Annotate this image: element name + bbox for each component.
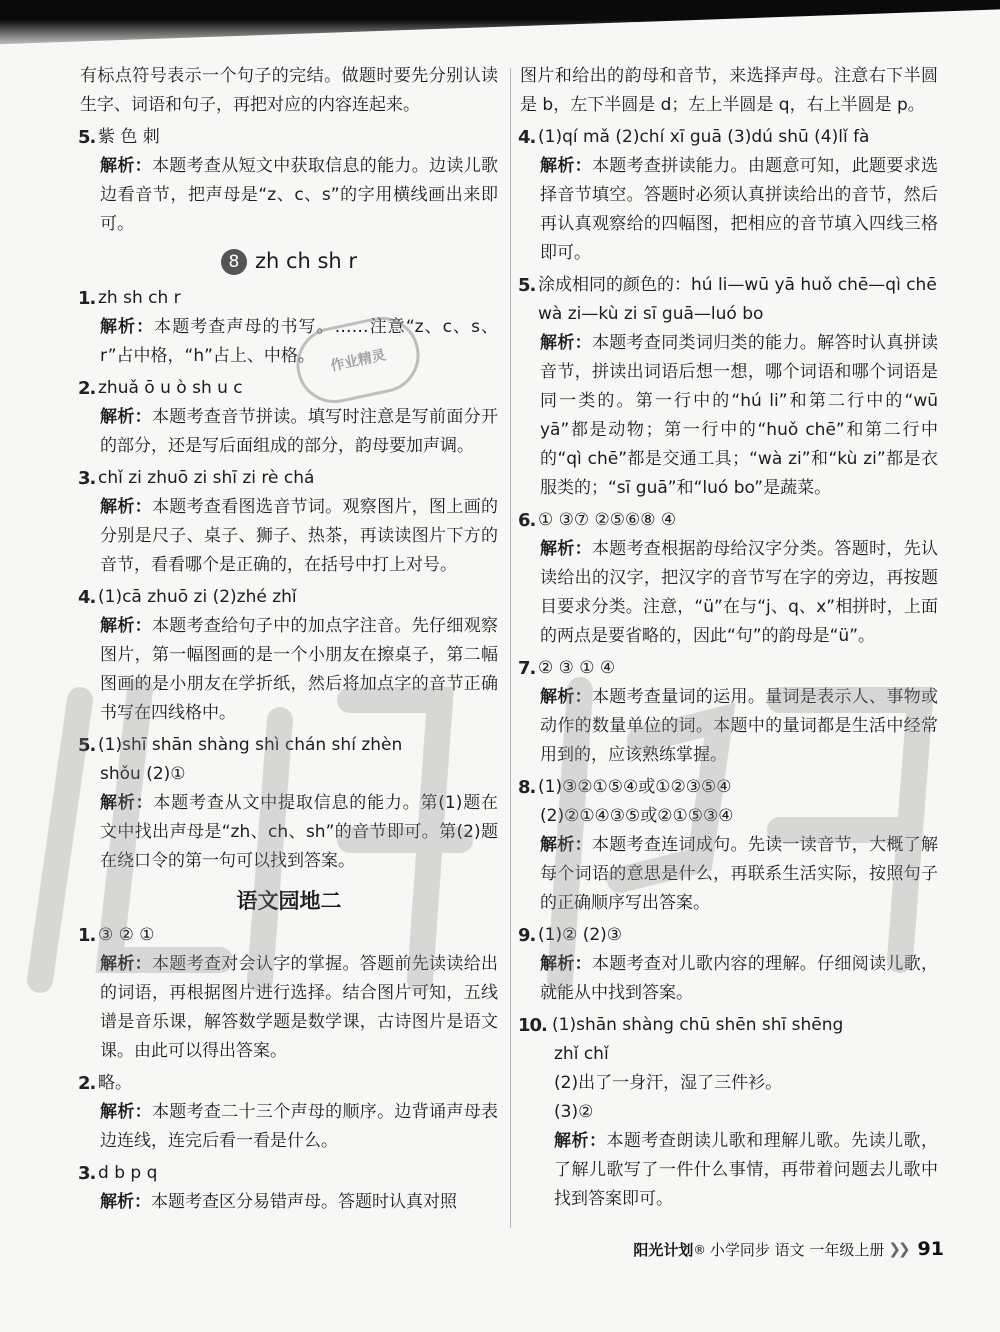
intro-text: 有标点符号表示一个句子的完结。做题时要先分别认读生字、词语和句子，再把对应的内容连起来。	[80, 66, 498, 115]
analysis	[100, 950, 498, 1066]
left-column	[80, 62, 498, 1217]
analysis-text: 本题考查声母的书写。……注意“z、c、s、r”占中格，“h”占上、中格。	[100, 317, 499, 366]
question-number: 3.	[78, 468, 96, 489]
question-5a	[80, 123, 498, 152]
answer: (1)③②①⑤④或①②③⑤④	[538, 777, 732, 797]
analysis-label: 解析：	[100, 407, 152, 427]
analysis-label: 解析：	[554, 1131, 607, 1151]
question-number: 2.	[78, 1073, 96, 1094]
analysis-label: 解析：	[100, 793, 154, 813]
analysis	[540, 329, 938, 503]
analysis-label: 解析：	[100, 1192, 151, 1212]
stamp-text: 作业精灵	[329, 347, 388, 375]
analysis	[554, 1127, 938, 1214]
analysis	[100, 493, 498, 580]
footer-series: 小学同步 语文 一年级上册	[709, 1240, 885, 1259]
analysis-text: 本题考查区分易错声母。答题时认真对照	[151, 1192, 457, 1212]
answer: ① ③⑦ ②⑤⑥⑧ ④	[538, 510, 677, 530]
scan-edge-shadow	[0, 0, 1000, 52]
analysis	[100, 789, 498, 876]
answer: (1)② (2)③	[538, 925, 623, 945]
question-4	[80, 583, 498, 612]
right-column	[520, 62, 938, 1214]
question-number: 2.	[78, 378, 96, 399]
footer-brand: 阳光计划	[633, 1240, 694, 1259]
answer: (1)shān shàng chū shēn shī shēng	[552, 1015, 844, 1035]
question-r5	[520, 271, 938, 329]
answer-part-2: (2)出了一身汗，湿了三件衫。	[554, 1073, 783, 1093]
analysis-text: 本题考查对儿歌内容的理解。仔细阅读儿歌，就能从中找到答案。	[540, 954, 939, 1003]
analysis-label: 解析：	[540, 333, 592, 353]
question-number: 6.	[518, 510, 536, 531]
question-r10	[520, 1011, 938, 1040]
question-3	[80, 464, 498, 493]
answer: 略。	[98, 1073, 132, 1093]
analysis-label: 解析：	[100, 954, 152, 974]
question-1	[80, 284, 498, 313]
question-number: 5.	[518, 275, 536, 296]
analysis	[100, 1098, 498, 1156]
analysis-label: 解析：	[100, 616, 152, 636]
answer: chǐ zi zhuō zi shī zi rè chá	[98, 468, 315, 488]
continued-text: 图片和给出的韵母和音节，来选择声母。注意右下半圆是 b，左下半圆是 d；左上半圆是 q，右上半圆是 p。	[520, 66, 938, 115]
analysis-text: 本题考查根据韵母给汉字分类。答题时，先认读给出的汉字，把汉字的音节写在字的旁边，再按题目要求分类。注意，“ü”在与“j、q、x”相拼时，上面的两点是要省略的，因此“句”的韵母是“ü”。	[540, 539, 939, 646]
question-s1	[80, 921, 498, 950]
answer-continued: shǒu (2)①	[100, 764, 186, 784]
analysis-text: 本题考查看图选音节词。观察图片，图上画的分别是尺子、桌子、狮子、热茶，再读读图片下方的音节，看看哪个是正确的，在括号中打上对号。	[100, 497, 499, 575]
analysis-label: 解析：	[100, 1102, 152, 1122]
analysis-text: 本题考查量词的运用。量词是表示人、事物或动作的数量单位的词。本题中的量词都是生活中经常用到的，应该熟练掌握。	[540, 687, 939, 765]
answer: 紫 色 刺	[98, 127, 160, 147]
answer: (1)qí mǎ (2)chí xī guā (3)dú shū (4)lǐ fà	[538, 127, 870, 147]
analysis-label: 解析：	[540, 835, 592, 855]
answer-continued: (2)②①④③⑤或②①⑤③④	[540, 806, 734, 826]
analysis-text: 本题考查给句子中的加点字注音。先仔细观察图片，第一幅图画的是一个小朋友在擦桌子，第二幅图画的是小朋友在学折纸，然后将加点字的音节正确书写在四线格中。	[100, 616, 499, 723]
double-chevron-icon: ❯❯	[888, 1240, 908, 1258]
analysis-text: 本题考查从文中提取信息的能力。第(1)题在文中找出声母是“zh、ch、sh”的音节即可。第(2)题在绕口令的第一句可以找到答案。	[100, 793, 498, 871]
analysis-text: 本题考查同类词归类的能力。解答时认真拼读音节，拼读出词语后想一想，哪个词语和哪个词语是同一类的。第一行中的“hú li”和第二行中的“wū yā”都是动物；第一行中的“huǒ chē”和第二行中的“qì chē”都是交通工具；“wà zi”和“kù zi”都是衣服类的；“sī guā”和“luó bo”是蔬菜。	[540, 333, 939, 498]
question-number: 7.	[518, 658, 536, 679]
question-r9	[520, 921, 938, 950]
question-number: 5.	[78, 735, 96, 756]
question-r7	[520, 654, 938, 683]
answer: d b p q	[98, 1163, 158, 1183]
lesson-number-badge: 8	[221, 249, 247, 275]
question-number: 8.	[518, 777, 536, 798]
analysis	[100, 152, 498, 239]
analysis-label: 解析：	[540, 156, 592, 176]
question-r4	[520, 123, 938, 152]
question-s3	[80, 1159, 498, 1188]
analysis	[100, 403, 498, 461]
question-number: 3.	[78, 1163, 96, 1184]
lesson-heading	[80, 247, 498, 276]
analysis-label: 解析：	[540, 539, 592, 559]
answer: zhuǎ ō u ò sh u c	[98, 378, 243, 398]
question-r8	[520, 773, 938, 802]
analysis	[100, 1188, 498, 1217]
analysis	[540, 152, 938, 268]
analysis-label: 解析：	[540, 954, 592, 974]
answer: ③ ② ①	[98, 925, 155, 945]
answer: (1)shī shān shàng shì chán shí zhèn	[98, 735, 403, 755]
registered-mark: ®	[693, 1241, 706, 1257]
analysis-text: 本题考查拼读能力。由题意可知，此题要求选择音节填空。答题时必须认真拼读给出的音节，然后再认真观察给的四幅图，把相应的音节填入四线三格即可。	[540, 156, 939, 263]
analysis-label: 解析：	[540, 687, 592, 707]
question-number: 10.	[518, 1015, 547, 1036]
answer: (1)cā zhuō zi (2)zhé zhǐ	[98, 587, 297, 607]
analysis	[540, 535, 938, 651]
analysis-text: 本题考查二十三个声母的顺序。边背诵声母表边连线，连完后看一看是什么。	[100, 1102, 499, 1151]
analysis	[540, 831, 938, 918]
column-divider	[510, 68, 511, 1228]
analysis-label: 解析：	[100, 497, 152, 517]
analysis-label: 解析：	[100, 156, 152, 176]
answer: 涂成相同的颜色的：hú li—wū yā huǒ chē—qì chē wà zi—kù zi sī guā—luó bo	[538, 275, 937, 324]
analysis-label: 解析：	[100, 317, 155, 337]
question-number: 1.	[78, 925, 96, 946]
analysis	[100, 612, 498, 728]
question-2	[80, 374, 498, 403]
answer: ② ③ ① ④	[538, 658, 616, 678]
analysis-text: 本题考查音节拼读。填写时注意是写前面分开的部分，还是写后面组成的部分，韵母要加声调。	[100, 407, 499, 456]
question-number: 1.	[78, 288, 96, 309]
analysis-text: 本题考查对会认字的掌握。答题前先读读给出的词语，再根据图片进行选择。结合图片可知，五线谱是音乐课，解答数学题是数学课，古诗图片是语文课。由此可以得出答案。	[100, 954, 499, 1061]
lesson-title: zh ch sh r	[254, 249, 358, 273]
answer-continued: zhǐ chǐ	[554, 1044, 609, 1064]
analysis-text: 本题考查从短文中获取信息的能力。边读儿歌边看音节，把声母是“z、c、s”的字用横线画出来即可。	[100, 156, 499, 234]
answer: zh sh ch r	[98, 288, 181, 308]
question-number: 9.	[518, 925, 536, 946]
question-number: 5.	[78, 127, 96, 148]
section-title: 语文园地二	[236, 888, 342, 913]
analysis-text: 本题考查朗读儿歌和理解儿歌。先读儿歌，了解儿歌写了一件什么事情，再带着问题去儿歌中找到答案即可。	[554, 1131, 939, 1209]
question-r6	[520, 506, 938, 535]
analysis	[540, 950, 938, 1008]
question-5b	[80, 731, 498, 760]
page-number: 91	[917, 1238, 944, 1260]
analysis	[540, 683, 938, 770]
analysis-text: 本题考查连词成句。先读一读音节，大概了解每个词语的意思是什么，再联系生活实际，按照句子的正确顺序写出答案。	[540, 835, 939, 913]
question-number: 4.	[78, 587, 96, 608]
question-number: 4.	[518, 127, 536, 148]
answer-part-3: (3)②	[554, 1102, 594, 1122]
page-footer	[633, 1238, 944, 1260]
question-s2	[80, 1069, 498, 1098]
